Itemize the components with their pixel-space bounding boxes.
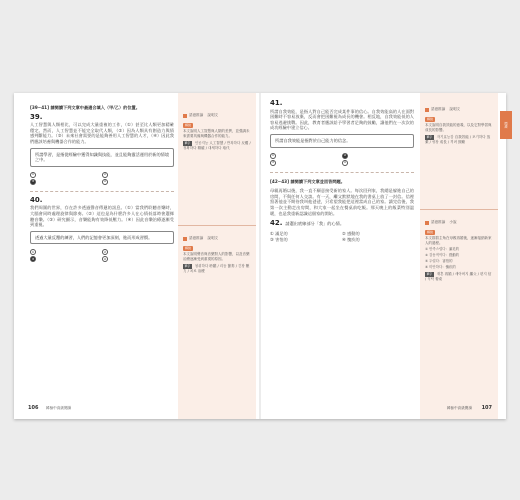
question-number: 42. — [270, 219, 283, 228]
explanation-text: 本文說明聲音與音樂對人的影響，以及音樂治療逐漸受到重視的原因。 — [183, 252, 250, 261]
option-1[interactable] — [270, 153, 342, 159]
tag-label: 語意推論 — [431, 220, 446, 224]
hint-label: 解說 — [185, 246, 192, 250]
vocab-label: 單字 — [184, 141, 191, 145]
question-41 — [270, 101, 414, 166]
side-41 — [420, 93, 498, 149]
side-39 — [178, 93, 256, 155]
insert-sentence-box: 透過大量反覆的練習，人們的記憶會更加深刻，進而形成習慣。 — [30, 231, 174, 245]
option-marker: ① — [31, 171, 35, 176]
option-1[interactable] — [30, 172, 102, 178]
page-number: 106 — [28, 405, 39, 411]
option-marker-answer: ② — [343, 152, 347, 157]
option-marker: ④ — [343, 159, 347, 164]
option-explanation-3: ③ 두렵다：害怕的 — [425, 259, 453, 263]
option-1[interactable]: ① 滿足的 — [270, 230, 288, 236]
hint-label: 解說 — [185, 123, 192, 127]
answer-options — [270, 153, 414, 166]
option-marker: ④ — [103, 178, 107, 183]
vocab-list: 자기효능감 自我效能 / 포기하다 放棄 / 성장 成長 / 격려 鼓勵 — [425, 135, 491, 144]
option-4[interactable] — [102, 256, 174, 262]
option-2[interactable] — [342, 153, 414, 159]
option-marker: ③ — [271, 159, 275, 164]
tag-square-icon — [183, 237, 187, 241]
left-explanation-column — [178, 93, 256, 419]
group-intro-39-41: [39~41] 請閱讀下列文章中最適合填入（甲/乙）的位置。 — [30, 105, 140, 110]
option-explanation-1: ① 만족스럽다：滿足的 — [425, 247, 460, 251]
explanation-text: 本文描寫主角在母親再婚後，逐漸接納新家人的過程。 — [425, 236, 492, 245]
vocab-list: 재혼 再婚 / 새아버지 繼父 / 편지 信 / 식탁 餐桌 — [425, 272, 492, 281]
question-number: 40. — [30, 195, 43, 204]
option-4[interactable] — [342, 160, 414, 166]
explanation-text: 本文說明人工智慧與人類的差異，並強調未來需要具備與機器合作的能力。 — [183, 129, 250, 138]
option-4[interactable] — [102, 179, 174, 185]
option-marker-answer: ③ — [31, 256, 35, 261]
option-1[interactable] — [30, 249, 102, 255]
tag-square-icon — [425, 221, 429, 225]
question-stem: 請選出底線部分「我」的心情。 — [285, 221, 345, 227]
question-body: 所謂自我效能，是指人對自己能否完成某件事的信心。自我效能高的人在面對困難時不容易放棄，反而會把困難視為成長的機會。相反地，自我效能低的人容易逃避挑戰。因此，教育者應該給予學習者足夠的鼓勵，讓他們在一次次的成功經驗中建立信心。 — [270, 108, 414, 131]
vocab-label: 單字 — [426, 135, 433, 139]
divider — [270, 172, 414, 173]
question-header — [270, 219, 414, 229]
text-type: 說明文 — [449, 107, 461, 111]
answer-options — [270, 231, 414, 243]
tag-label: 語意推論 — [431, 107, 446, 111]
option-2[interactable]: ② 感動的 — [342, 230, 360, 236]
vocab-list: 인공지능 人工智慧 / 반복하다 反覆 / 정확하다 精確 / 대체하다 取代 — [183, 141, 251, 150]
option-marker: ④ — [103, 256, 107, 261]
vocab-label: 單字 — [426, 272, 433, 276]
insert-sentence-box: 所謂自我效能是指對於自己能力的信念。 — [270, 134, 414, 148]
side-divider — [178, 225, 256, 226]
option-explanation-2: ② 감동적이다：感動的 — [425, 253, 460, 257]
right-explanation-column — [420, 93, 498, 419]
page-footer: 韓檢中高級閱讀 — [446, 406, 472, 410]
left-page — [14, 93, 260, 419]
insert-sentence-box: 所謂學習，是指從經驗中獲得知識與技能，並且能夠靈活運用於新的情境之中。 — [30, 148, 174, 167]
question-type-tag — [425, 107, 493, 112]
question-type-tag — [183, 236, 251, 241]
question-type-tag — [183, 113, 251, 118]
option-2[interactable] — [102, 249, 174, 255]
vocab-list: 청취하다 聆聽 / 리듬 節奏 / 긴장 壓力 / 치료 治療 — [183, 264, 250, 273]
option-3[interactable] — [270, 160, 342, 166]
page-number: 107 — [481, 405, 492, 411]
option-marker: ① — [271, 152, 275, 157]
question-body: 人工智慧與人類相比，可以完成大量重複的工作，（①）甚至比人類更加精確穩定。然而，人工智慧並不能完全取代人類，（②）因為人類具有創造力與情感判斷能力。（③）未來社會需要的是能夠善用人工智慧的人才，（④）因此我們應該培養與機器合作的能力。 — [30, 122, 174, 144]
option-2[interactable] — [102, 172, 174, 178]
option-3[interactable] — [30, 179, 102, 185]
vocab-label: 單字 — [184, 264, 191, 268]
side-40 — [178, 230, 256, 278]
vocab-row — [425, 272, 493, 282]
option-3[interactable]: ③ 害怕的 — [270, 237, 288, 243]
vocab-row — [183, 141, 251, 151]
divider — [30, 191, 174, 192]
tag-square-icon — [425, 108, 429, 112]
text-type: 小說 — [449, 220, 457, 224]
reading-passage: 母親再婚以後，我一直不願意接受新的家人。每次回到家，我總是躲進自己的房間，不與任何人交談。有一天，繼父默默地在我的書桌上放了一封信。信裡寫著他並不期待我叫他爸爸，只希望我能把這裡當成自己的家。讀完信後，我第一次主動走出房間，和大家一起坐在餐桌前吃飯。那天晚上的飯菜特別溫暖，也是我重新認識這個家的開始。 — [270, 188, 414, 216]
tag-label: 語意推論 — [189, 236, 204, 240]
side-divider — [420, 209, 498, 210]
vocab-row — [425, 135, 493, 145]
vocab-row — [183, 264, 251, 274]
question-39 — [30, 112, 174, 185]
book-spread — [14, 93, 506, 419]
group-intro-42-43: [42~43] 請閱讀下列文章並回答問題。 — [270, 178, 345, 184]
hint-label: 解說 — [427, 117, 434, 121]
option-marker-answer: ③ — [31, 178, 35, 183]
left-main-column — [14, 93, 174, 262]
answer-options — [30, 172, 174, 185]
page-footer: 韓檢中高級閱讀 — [46, 406, 72, 410]
side-42 — [420, 214, 498, 286]
option-3[interactable] — [30, 256, 102, 262]
question-number: 41. — [270, 99, 283, 107]
question-type-tag — [425, 220, 493, 225]
tag-square-icon — [183, 114, 187, 118]
option-4[interactable]: ④ 愧疚的 — [342, 237, 360, 243]
text-type: 說明文 — [207, 236, 219, 240]
option-marker: ② — [103, 171, 107, 176]
question-body: 我們周圍的世界，存在許多透過聲音傳遞的訊息。（①）當我們聆聽音樂時，大腦會同時處理旋律與節奏。（②）這也是為什麼許多人在心情低落時會選擇聽音樂。（③）研究顯示，音樂能夠有效降低壓力。（④）因此音樂治療逐漸受到重視。 — [30, 205, 174, 228]
question-40 — [30, 195, 174, 263]
answer-options — [30, 249, 174, 262]
explanation-text: 本文說明自我效能的意義，以及它對學習與成長的影響。 — [425, 123, 492, 132]
option-marker: ① — [31, 249, 35, 254]
question-42 — [270, 219, 414, 243]
right-page — [260, 93, 506, 419]
question-number: 39. — [30, 112, 43, 121]
option-explanation-4: ④ 미안하다：愧疚的 — [425, 265, 456, 269]
text-type: 說明文 — [207, 113, 219, 117]
hint-label: 解說 — [427, 230, 434, 234]
section-tab: 閱讀 — [500, 111, 512, 139]
option-marker: ② — [103, 249, 107, 254]
right-main-column — [260, 93, 414, 243]
tag-label: 語意推論 — [189, 113, 204, 117]
